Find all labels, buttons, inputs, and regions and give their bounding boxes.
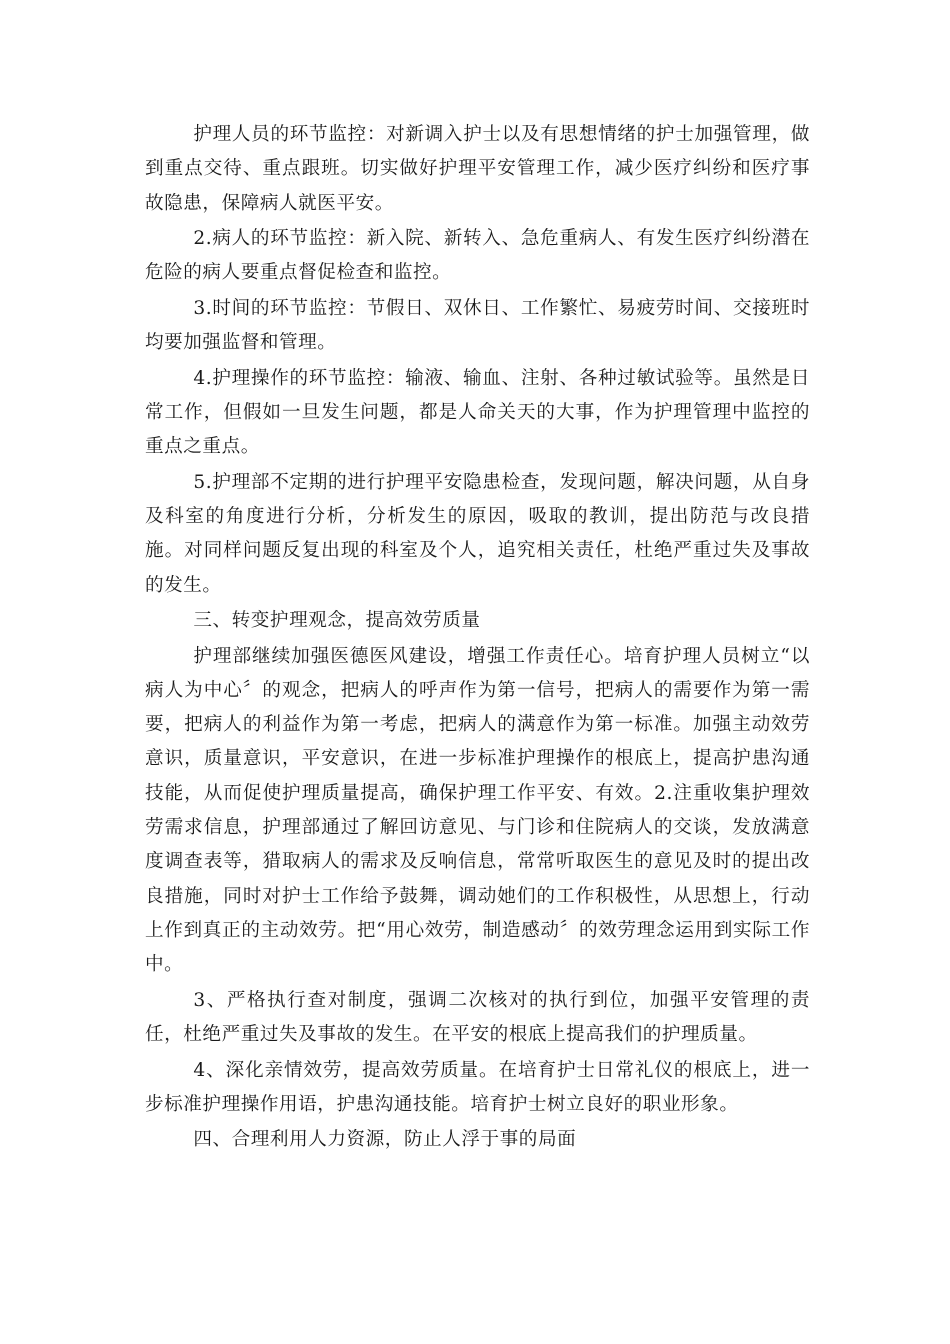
paragraph-time-monitoring: 3.时间的环节监控：节假日、双休日、工作繁忙、易疲劳时间、交接班时均要加强监督和管理。 [145, 297, 810, 354]
section-heading-4: 四、合理利用人力资源，防止人浮于事的局面 [193, 1129, 577, 1151]
paragraph-patient-monitoring: 2.病人的环节监控：新入院、新转入、急危重病人、有发生医疗纠纷潜在危险的病人要重点督促检查和监控。 [145, 228, 810, 284]
paragraph-hazard-inspection: 5.护理部不定期的进行护理平安隐患检查，发现问题，解决问题，从自身及科室的角度进行分析，分析发生的原因，吸取的教训，提出防范与改良措施。对同样问题反复出现的科室及个人，追究相关责任，杜绝严重过失及事故的发生。 [145, 471, 810, 596]
paragraph-nursing-staff-monitoring: 护理人员的环节监控：对新调入护士以及有思想情绪的护士加强管理，做到重点交待、重点跟班。切实做好护理平安管理工作，减少医疗纠纷和医疗事故隐患，保障病人就医平安。 [145, 124, 810, 214]
section-heading-3: 三、转变护理观念，提高效劳质量 [193, 610, 481, 632]
paragraph-service-concept: 护理部继续加强医德医风建设，增强工作责任心。培育护理人员树立“以病人为中心〞的观念，把病人的呼声作为第一信号，把病人的需要作为第一需要，把病人的利益作为第一考虑，把病人的满意作为第一标准。加强主动效劳意识，质量意识，平安意识，在进一步标准护理操作的根底上，提高护患沟通技能，从而促使护理质量提高，确保护理工作平安、有效。2.注重收集护理效劳需求信息，护理部通过了解回访意见、与门诊和住院病人的交谈，发放满意度调查表等，猎取病人的需求及反响信息，常常听取医生的意见及时的提出改良措施，同时对护士工作给予鼓舞，调动她们的工作积极性，从思想上，行动上作到真正的主动效劳。把“用心效劳，制造感动〞的效劳理念运用到实际工作中。 [145, 645, 810, 976]
paragraph-caring-service: 4、深化亲情效劳，提高效劳质量。在培育护士日常礼仪的根底上，进一步标准护理操作用语，护患沟通技能。培育护士树立良好的职业形象。 [145, 1059, 810, 1115]
paragraph-operation-monitoring: 4.护理操作的环节监控：输液、输血、注射、各种过敏试验等。虽然是日常工作，但假如一旦发生问题，都是人命关天的大事，作为护理管理中监控的重点之重点。 [145, 367, 810, 458]
document-body [145, 118, 810, 1159]
paragraph-check-system: 3、严格执行查对制度，强调二次核对的执行到位，加强平安管理的责任，杜绝严重过失及事故的发生。在平安的根底上提高我们的护理质量。 [145, 989, 810, 1046]
